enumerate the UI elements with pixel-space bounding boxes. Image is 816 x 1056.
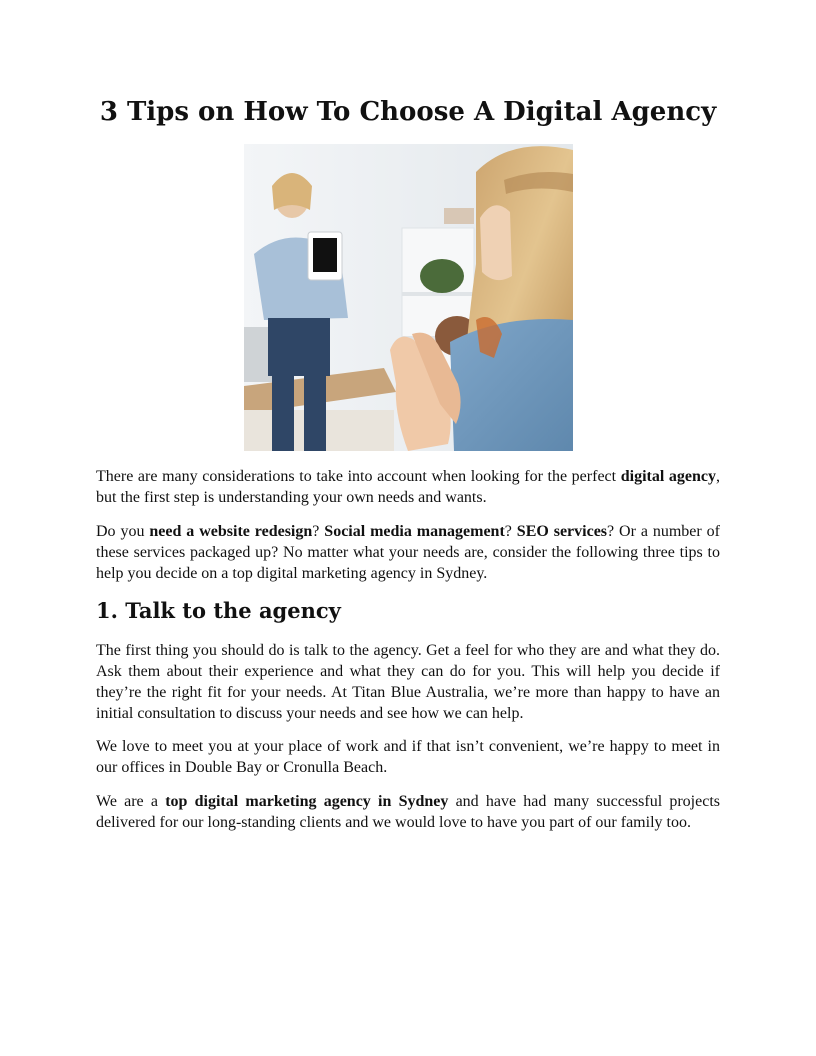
intro-paragraph [96, 466, 720, 508]
section-paragraph-1: The first thing you should do is talk to the agency. Get a feel for who they are and what they do. Ask them about their experience and what they can do for you. This will help you decide if they’re the right fit for your needs. At Titan Blue Australia, we’re more than happy to have an initial consultation to discuss your needs and see how we can help. [96, 642, 720, 722]
seo-services-bold: SEO services [516, 523, 608, 540]
services-paragraph [96, 521, 720, 584]
services-text-d: ? Or a number of these services packaged up? No matter what your needs are, consider the following three tips to help you decide on a top digital marketing agency in Sydney. [96, 523, 720, 582]
page-title: 3 Tips on How To Choose A Digital Agency [99, 97, 717, 127]
office-meeting-photo [244, 144, 573, 451]
services-text-a: Do you [96, 523, 150, 540]
services-text-b: ? [312, 523, 325, 540]
website-redesign-bold: need a website redesign [149, 523, 313, 540]
closing-text-a: We are a [96, 793, 166, 810]
top-agency-bold: top digital marketing agency in Sydney [165, 793, 449, 810]
services-text-c: ? [504, 523, 517, 540]
section-paragraph-3 [96, 791, 720, 833]
section-paragraph-2: We love to meet you at your place of work and if that isn’t convenient, we’re happy to meet in our offices in Double Bay or Cronulla Beach. [96, 738, 720, 776]
closing-text-b: and have had many successful projects delivered for our long-standing clients and we would love to have you part of our family too. [96, 793, 720, 831]
social-media-bold: Social media management [324, 523, 505, 540]
digital-agency-bold: digital agency [620, 468, 716, 485]
intro-text-a: There are many considerations to take into account when looking for the perfect [96, 468, 621, 485]
intro-text-b: , but the first step is understanding your own needs and wants. [96, 468, 720, 506]
section-heading-talk-to-agency: 1. Talk to the agency [96, 598, 341, 623]
